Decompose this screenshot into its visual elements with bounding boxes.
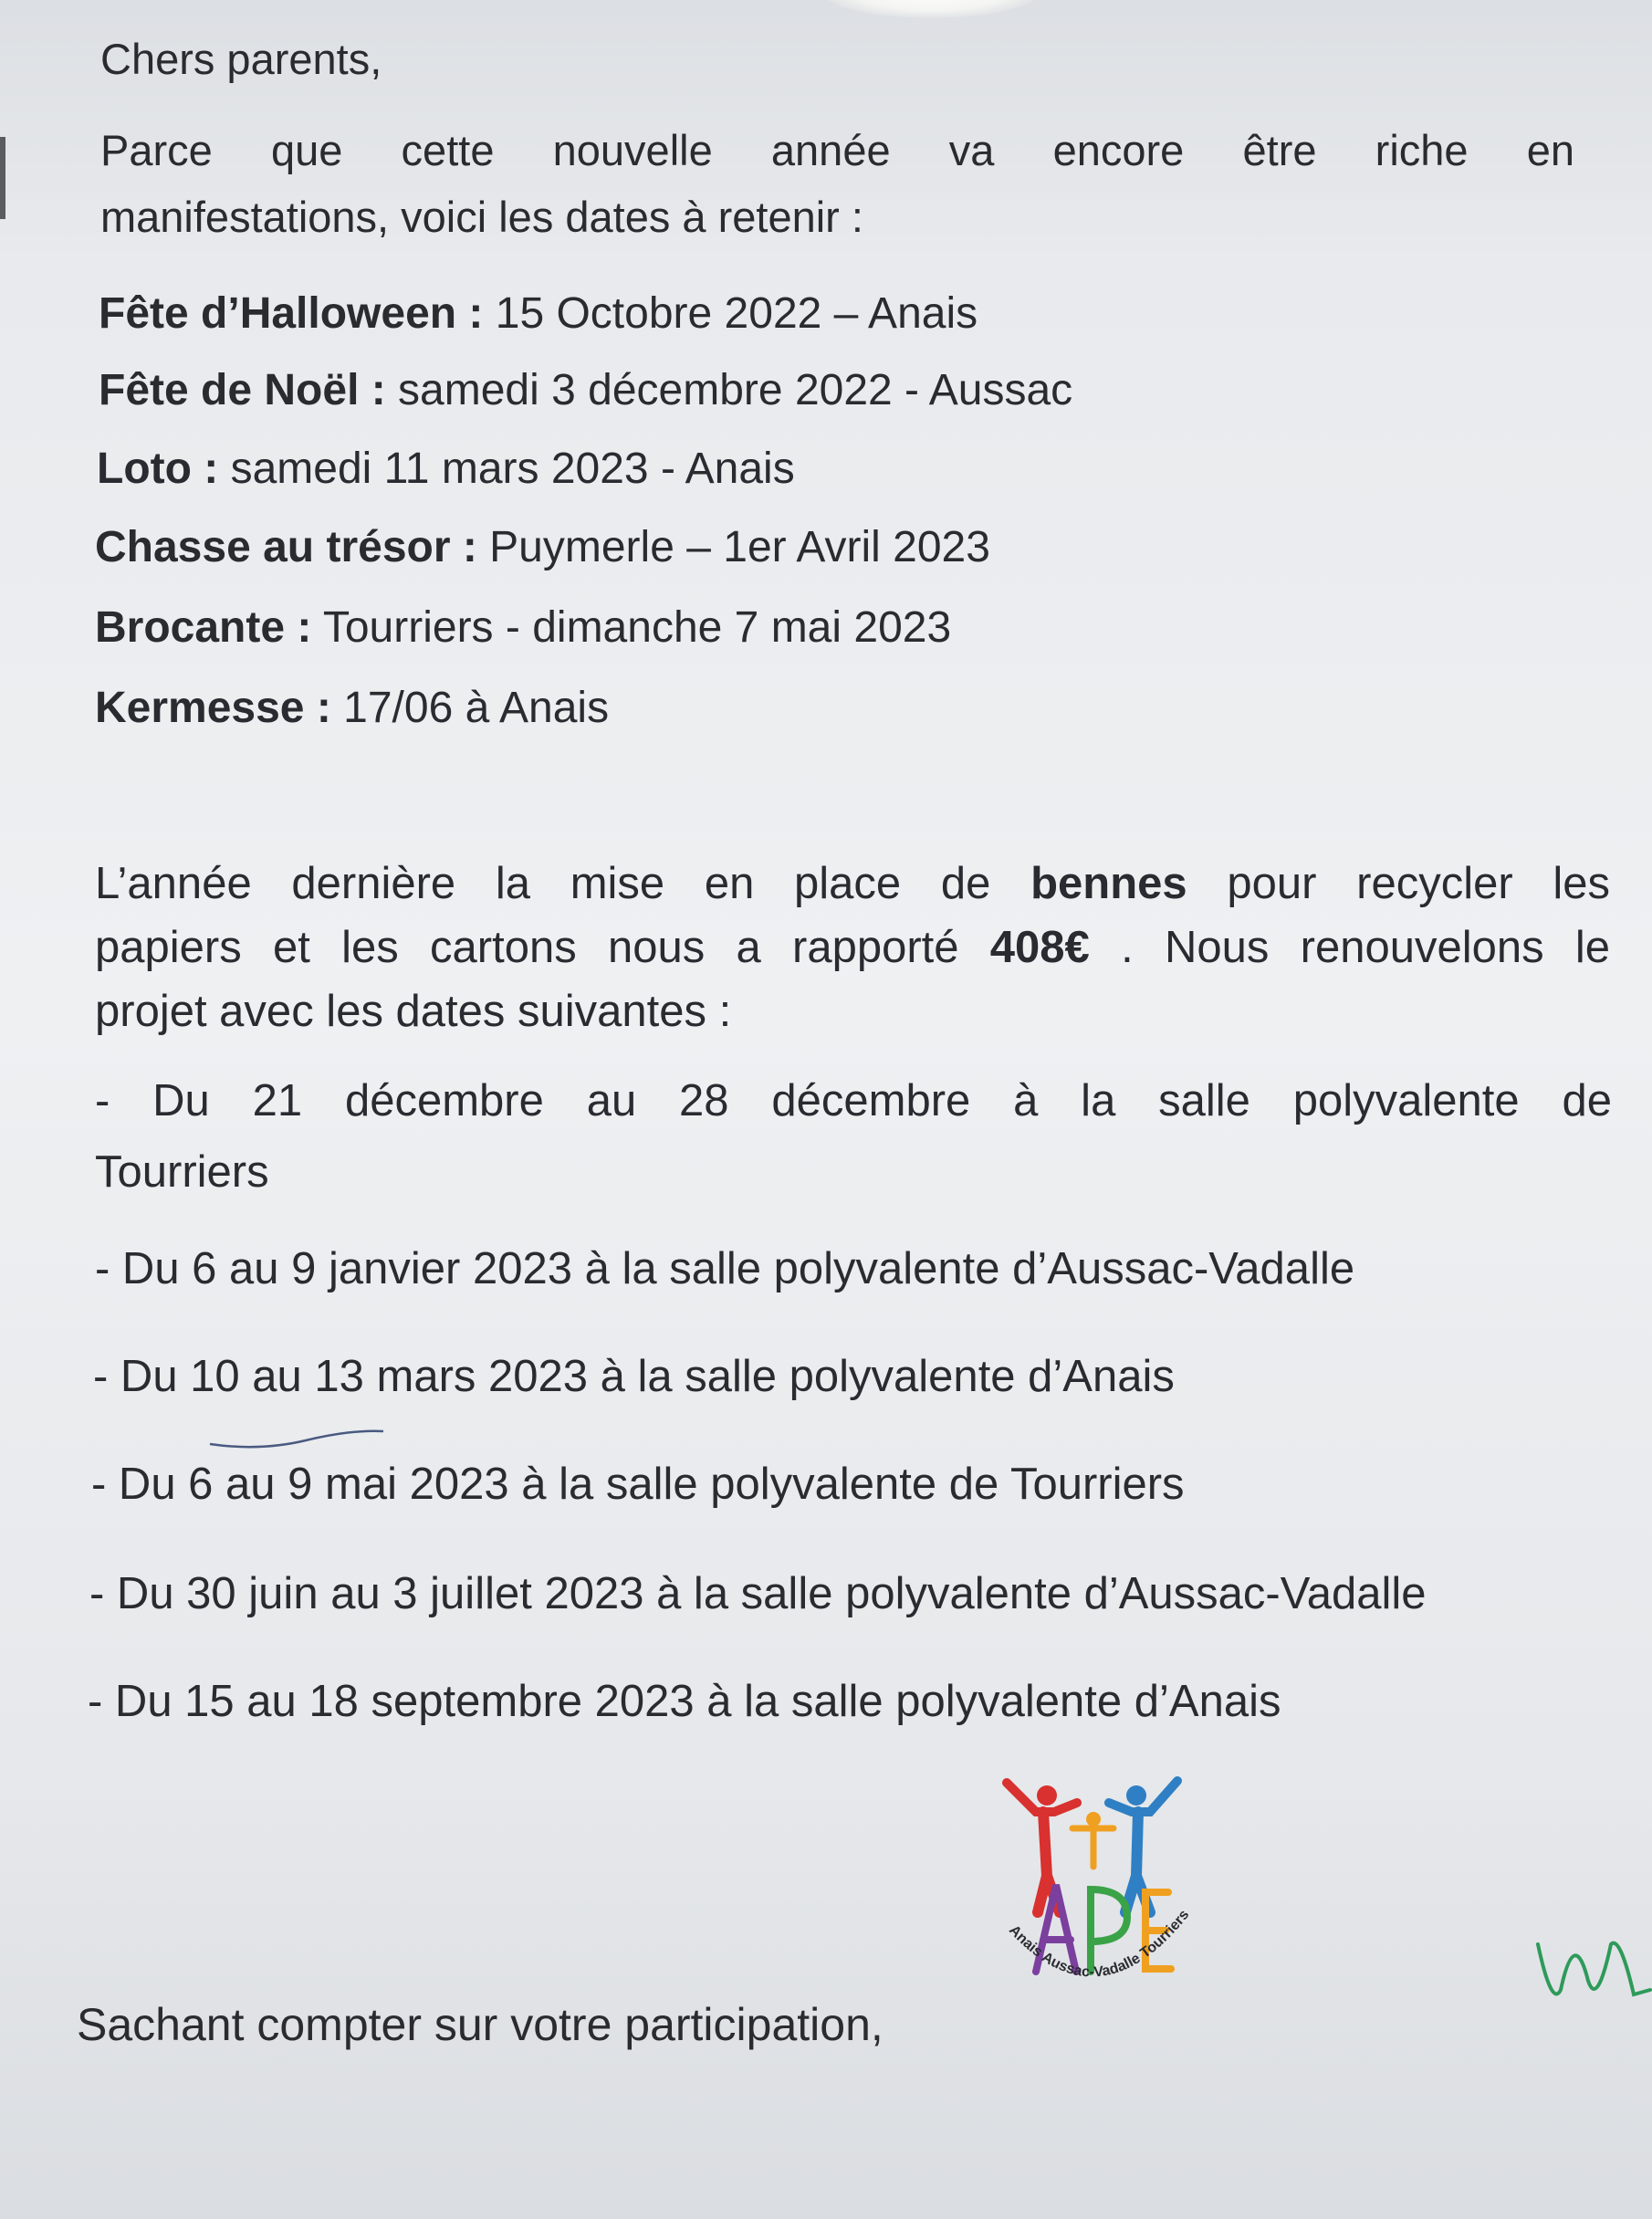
recycling-line-3: projet avec les dates suivantes :: [95, 987, 732, 1036]
intro-line-2: manifestations, voici les dates à retenir :: [100, 193, 863, 241]
handwritten-signature: [1533, 1908, 1652, 2017]
ape-logo: [999, 1775, 1200, 2031]
date-item-1-cont: Tourriers: [95, 1147, 269, 1197]
event-detail: samedi 3 décembre 2022 - Aussac: [385, 366, 1073, 414]
recycling-amount: 408€: [989, 923, 1090, 972]
left-edge-mark: [0, 137, 5, 219]
date-item-1: - Du 21 décembre au 28 décembre à la salle polyvalente de: [95, 1076, 1612, 1125]
event-halloween: [99, 287, 978, 341]
event-detail: 17/06 à Anais: [330, 684, 610, 732]
date-item-3: - Du 10 au 13 mars 2023 à la salle polyvalente d’Anais: [93, 1352, 1175, 1401]
event-detail: Puymerle – 1er Avril 2023: [476, 523, 990, 571]
recycling-text: L’année dernière la mise en place de: [95, 859, 991, 908]
event-brocante: [95, 601, 951, 655]
date-item-2: - Du 6 au 9 janvier 2023 à la salle polyvalente d’Aussac-Vadalle: [95, 1244, 1355, 1293]
top-object-shadow: [821, 0, 1040, 18]
event-label: Loto :: [97, 445, 219, 493]
recycling-line-1: [95, 856, 1610, 911]
recycling-text: pour recycler les: [1227, 859, 1610, 908]
greeting: Chers parents,: [100, 35, 382, 83]
recycling-text: . Nous renouvelons le: [1121, 923, 1610, 972]
date-item-6: - Du 15 au 18 septembre 2023 à la salle polyvalente d’Anais: [88, 1677, 1281, 1726]
closing: Sachant compter sur votre participation,: [77, 1999, 884, 2050]
event-detail: samedi 11 mars 2023 - Anais: [218, 445, 795, 493]
event-detail: 15 Octobre 2022 – Anais: [483, 289, 978, 338]
event-loto: [97, 442, 795, 497]
date-item-4: - Du 6 au 9 mai 2023 à la salle polyvalente de Tourriers: [91, 1460, 1185, 1509]
intro-line-1: Parce que cette nouvelle année va encore être riche en: [100, 126, 1574, 174]
recycling-line-2: [95, 920, 1610, 975]
recycling-text: papiers et les cartons nous a rapporté: [95, 923, 959, 972]
event-label: Brocante :: [95, 603, 312, 652]
event-label: Kermesse :: [95, 684, 331, 732]
logo-ring-text: Anais Aussac-Vadalle Tourriers: [1006, 1907, 1193, 1981]
event-chasse: [95, 520, 990, 575]
recycling-bold: bennes: [1030, 859, 1187, 908]
event-kermesse: [95, 681, 609, 736]
event-label: Fête d’Halloween :: [99, 289, 484, 338]
event-label: Chasse au trésor :: [95, 523, 477, 571]
event-noel: [99, 363, 1072, 418]
date-item-5: - Du 30 juin au 3 juillet 2023 à la salle polyvalente d’Aussac-Vadalle: [89, 1569, 1427, 1618]
pen-mark: [205, 1424, 388, 1451]
event-detail: Tourriers - dimanche 7 mai 2023: [311, 603, 952, 652]
event-label: Fête de Noël :: [99, 366, 386, 414]
